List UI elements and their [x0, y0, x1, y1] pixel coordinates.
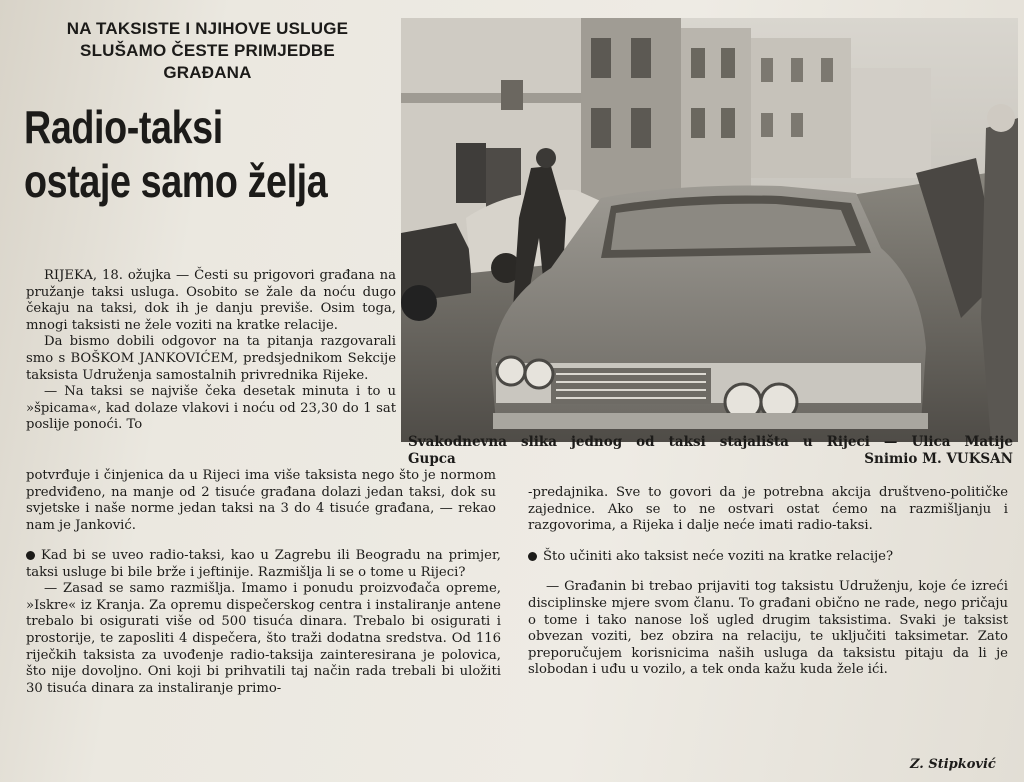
bullet-icon [528, 552, 537, 561]
interview-answer: — Zasad se samo razmišlja. Imamo i ponudu proizvođača opreme, »Iskre« iz Kranja. Za opremu dispečerskog centra i instaliranje antene trebalo bi osigurati više od 500 tisuća dinara. Trebalo bi osigurati i prostorije, te zaposliti 4 dispečera, što traži dodatna sredstva. Od 116 riječkih taksista za uvođenje radio-taksija zainteresirana je polovica, što nije dovoljno. Oni koji bi prihvatili taj način rada trebali bi uložiti 30 tisuća dinara za instaliranje primo- [26, 581, 501, 696]
body-paragraph: Da bismo dobili odgovor na ta pitanja razgovarali smo s BOŠKOM JANKOVIĆEM, predsjednikom Sekcije taksista Udruženja samostalnih privrednika Rijeke. [26, 334, 396, 383]
headline-line: ostaje samo želja [24, 155, 328, 207]
photo-caption [408, 434, 1013, 468]
taxi-stand-photo [401, 18, 1018, 442]
body-paragraph: potvrđuje i činjenica da u Rijeci ima više taksista nego što je normom predviđeno, na manje od 2 tisuće građana dolazi jedan taksi, dok su svjetske i naše norme jedan taksi na 3 do 4 tisuće građana, — rekao nam je Janković. [26, 468, 496, 533]
lead-paragraph: RIJEKA, 18. ožujka — Česti su prigovori građana na pružanje taksi usluga. Osobito se žale da noću dugo čekaju na taksi, dok ih je danju previše. Osim toga, mnogi taksisti ne žele voziti na kratke relacije. [26, 268, 396, 333]
wide-continuation [26, 468, 496, 534]
interview-question: Kad bi se uveo radio-taksi, kao u Zagrebu ili Beogradu na primjer, taksi usluge bi bile brže i jeftinije. Razmišlja li se o tome u Rijeci? [26, 548, 501, 580]
body-paragraph: — Na taksi se najviše čeka desetak minuta i to u »špicama«, kad dolaze vlakovi i noću od 23,30 do 1 sat poslije ponoći. To [26, 384, 396, 433]
left-column [26, 268, 396, 434]
interview-answer: — Građanin bi trebao prijaviti tog taksistu Udruženju, koje će izreći disciplinske mjere svom članu. To građani obično ne rade, nego pričaju o tome i tako nanose loš ugled drugim taksistima. Svaki je taksist obvezan voziti, bez obzira na relaciju, te uključiti taksimetar. Zato preporučujem korisnicima naših usluga da taksistu pitaju da li je slobodan i uđu u vozilo, a tek onda kažu kuda žele ići. [528, 579, 1008, 678]
bullet-icon [26, 551, 35, 560]
article-kicker [20, 18, 395, 84]
headline-line: Radio-taksi [24, 101, 223, 153]
kicker-line: GRAĐANA [163, 63, 252, 82]
author-byline: Z. Stipković [910, 757, 996, 772]
caption-line: Gupca [408, 451, 456, 467]
interview-question: Što učiniti ako taksist neće voziti na kratke relacije? [543, 548, 894, 564]
kicker-line: SLUŠAMO ČESTE PRIMJEDBE [80, 41, 335, 60]
kicker-line: NA TAKSISTE I NJIHOVE USLUGE [66, 19, 349, 38]
body-paragraph: -predajnika. Sve to govori da je potrebna akcija društveno-političke zajednice. Ako se to ne ostvari ostat ćemo na razmišljanju i razgovorima, a Rijeka i dalje neće imati radio-taksi. [528, 485, 1008, 534]
article-headline [24, 100, 332, 208]
photo-image [401, 18, 1018, 442]
caption-line: Svakodnevna slika jednog od taksi stajališta u Rijeci — Ulica Matije [408, 434, 1013, 450]
question-block-1 [26, 548, 501, 697]
photo-credit: Snimio M. VUKSAN [864, 451, 1013, 467]
right-column [528, 485, 1008, 679]
